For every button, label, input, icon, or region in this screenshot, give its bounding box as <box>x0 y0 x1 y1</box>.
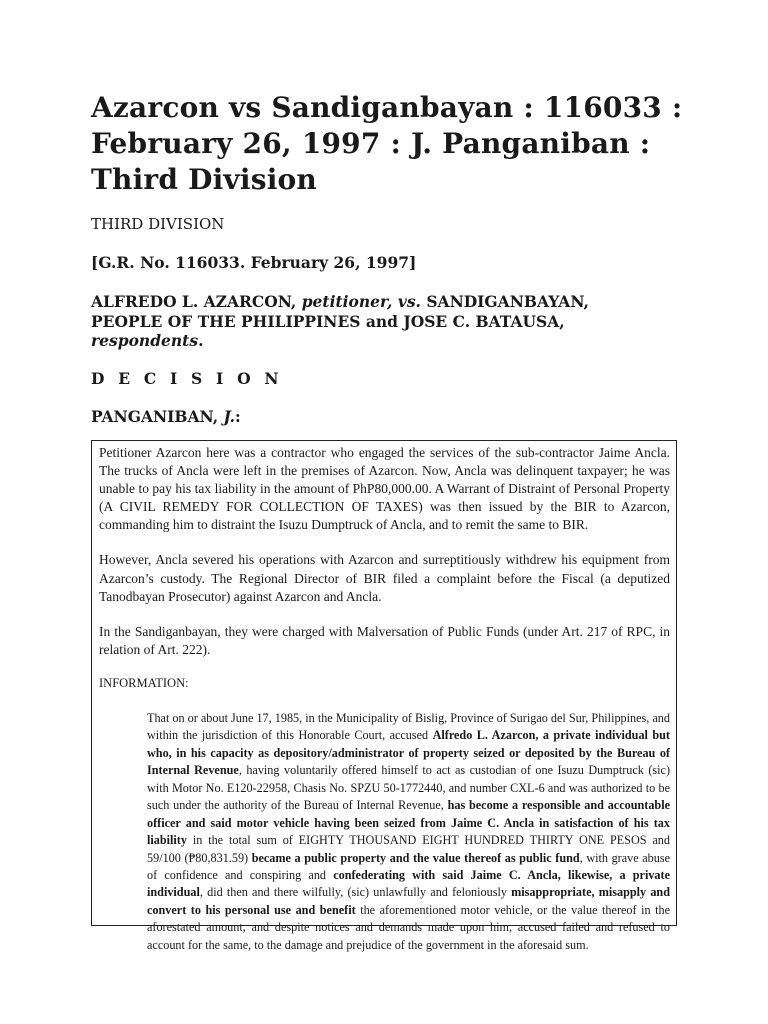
information-bold-part: misappropriate, misapply and convert to his personal use and benefit <box>147 885 670 917</box>
versus-label: , vs. <box>387 292 421 311</box>
information-text-part: the aforementioned motor vehicle, or the value thereof in the aforestated amount, and despite notices and demands made upon him, accused failed and refused to account for the same, to the damage and prejudice of the government in the aforesaid sum. <box>147 902 670 952</box>
digest-paragraph-facts: Petitioner Azarcon here was a contractor who engaged the services of the sub-contractor Jaime Ancla. The trucks of Ancla were left in the premises of Azarcon. Now, Ancla was delinquent taxpayer; he was unable to pay his tax liability in the amount of PhP80,000.00. A Warrant of Distraint of Personal Property (A CIVIL REMEDY FOR COLLECTION OF TAXES) was then issued by the BIR to Azarcon, commanding him to distraint the Isuzu Dumptruck of Ancla, and to remit the same to BIR. <box>99 445 670 533</box>
parties-end: . <box>198 331 204 350</box>
respondents-names: SANDIGANBAYAN, PEOPLE OF THE PHILIPPINES and JOSE C. BATAUSA, <box>91 292 589 331</box>
case-parties <box>91 292 631 351</box>
information-bold-part: became a public property and the value thereof as public fund <box>251 850 580 865</box>
information-text-part: in the total sum of EIGHTY THOUSAND EIGHT HUNDRED THIRTY ONE PESOS and 59/100 (₱80,831.59) <box>147 833 670 865</box>
information-text-part: That on or about June 17, 1985, in the Municipality of Bislig, Province of Surigao del Sur, Philippines, and within the jurisdiction of this Honorable Court, accused <box>147 710 670 743</box>
division-label: THIRD DIVISION <box>91 215 225 233</box>
information-text-part: , did then and there wilfully, (sic) unlawfully and feloniously <box>199 885 512 900</box>
case-digest-box <box>91 440 677 952</box>
ponente-colon: : <box>235 407 241 426</box>
information-bold-part: has become a responsible and accountable officer and said motor vehicle having been seized from Jaime C. Ancla in satisfaction of his tax liability <box>147 798 671 848</box>
digest-paragraph-charge: In the Sandiganbayan, they were charged with Malversation of Public Funds (under Art. 217 of RPC, in relation of Art. 222). <box>99 623 670 657</box>
petitioner-role: petitioner <box>301 292 388 311</box>
information-text-part: , having voluntarily offered himself to act as custodian of one Isuzu Dumptruck (sic) with Motor No. E120-22958, Chasis No. SPZU 50-1772440, and number CXL-6 and was authorized to be such under the authority of the Bureau of Internal Revenue, <box>147 763 670 813</box>
document-title: Azarcon vs Sandiganbayan : 116033 : February 26, 1997 : J. Panganiban : Third Division <box>91 91 683 196</box>
information-text <box>147 710 670 954</box>
ponente <box>91 407 241 427</box>
petitioner-name: ALFREDO L. AZARCON, <box>91 292 302 311</box>
decision-heading: D E C I S I O N <box>91 369 283 388</box>
respondents-role: respondents <box>91 331 199 350</box>
ponente-title: J. <box>223 407 236 426</box>
information-bold-part: Alfredo L. Azarcon, a private individual but who, in his capacity as depository/administrator of property seized or deposited by the Bureau of Internal Revenue <box>147 728 670 778</box>
information-text-part: , with grave abuse of confidence and conspiring and <box>147 850 670 883</box>
information-label: INFORMATION: <box>99 675 189 690</box>
digest-paragraph-complaint: However, Ancla severed his operations with Azarcon and surreptitiously withdrew his equipment from Azarcon’s custody. The Regional Director of BIR filed a complaint before the Fiscal (a deputized Tanodbayan Prosecutor) against Azarcon and Ancla. <box>99 552 670 604</box>
information-bold-part: confederating with said Jaime C. Ancla, likewise, a private individual <box>147 868 670 900</box>
ponente-name: PANGANIBAN, <box>91 407 224 426</box>
gr-number: [G.R. No. 116033. February 26, 1997] <box>91 253 417 272</box>
